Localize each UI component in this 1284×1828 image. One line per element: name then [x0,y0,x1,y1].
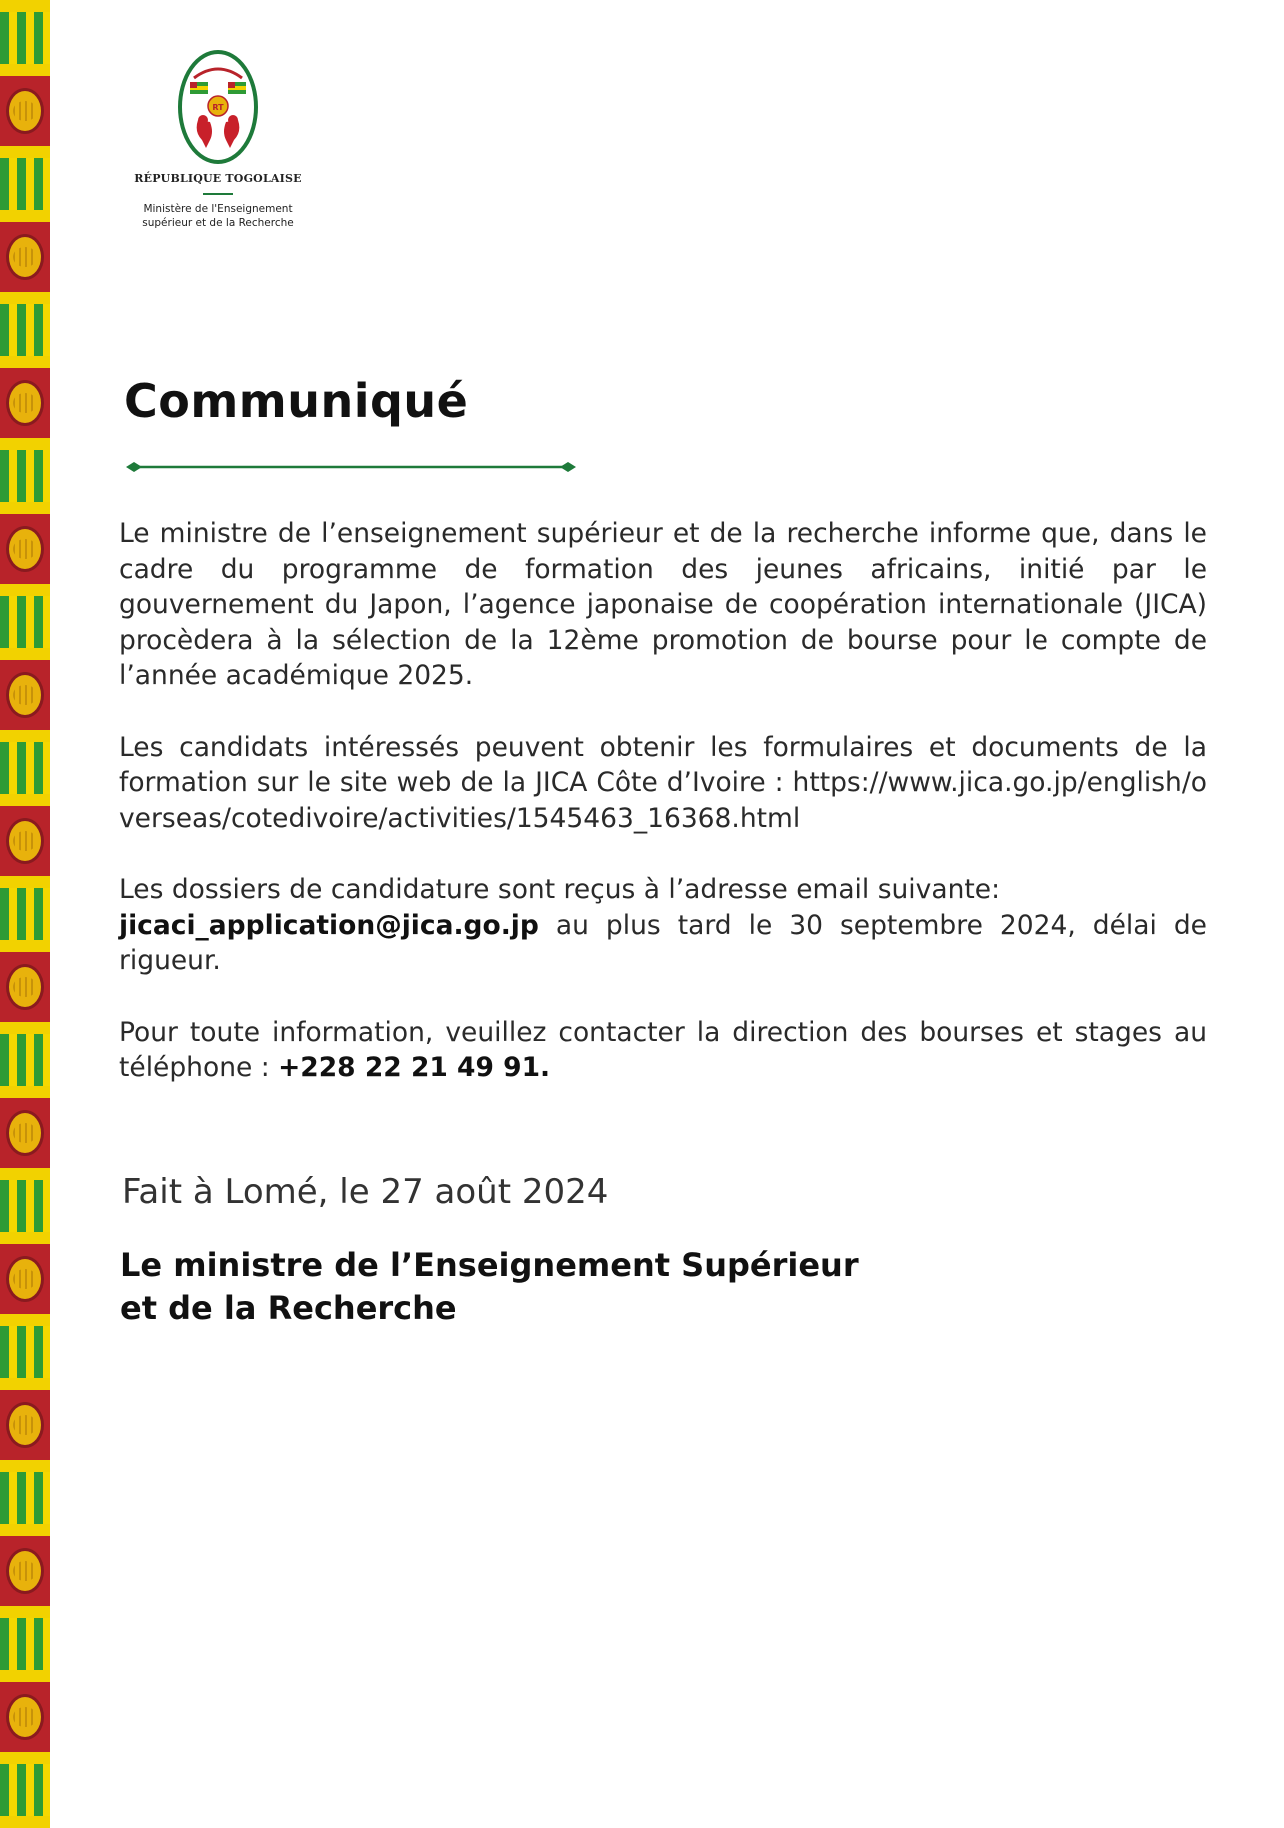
border-stripe [0,1752,50,1828]
border-medallion [0,1098,50,1168]
ministry-line-2: supérieur et de la Recherche [142,217,294,229]
border-medallion [0,368,50,438]
border-stripe [0,1022,50,1098]
paragraph-contact [119,1015,1207,1086]
border-stripe [0,1314,50,1390]
contact-phone: +228 22 21 49 91. [278,1052,551,1083]
paragraph-forms [119,730,1207,837]
communique-body [119,516,1207,1122]
title-divider [126,460,576,474]
border-stripe [0,1168,50,1244]
border-medallion [0,806,50,876]
application-intro: Les dossiers de candidature sont reçus à l’adresse email suivante: [119,874,1001,905]
application-email-link[interactable]: jicaci_application@jica.go.jp [119,909,539,941]
paragraph-application [119,872,1207,979]
letterhead-divider [203,193,233,195]
border-medallion [0,76,50,146]
signatory-line-1: Le ministre de l’Enseignement Supérieur [120,1246,859,1284]
border-stripe [0,584,50,660]
page-title: Communiqué [124,374,469,428]
jica-url-link[interactable]: https://www.jica.go.jp/english/overseas/cotedivoire/activities/1545463_16368.html [119,767,1207,834]
border-stripe [0,292,50,368]
forms-intro: Les candidats intéressés peuvent obtenir les formulaires et documents de la formation sur le site web de la JICA Côte d’Ivoire : [119,731,1207,798]
border-medallion [0,1244,50,1314]
border-stripe [0,1606,50,1682]
seal-monogram: RT [212,103,224,112]
signatory [120,1244,859,1330]
border-medallion [0,1390,50,1460]
border-medallion [0,660,50,730]
border-stripe [0,438,50,514]
border-stripe [0,876,50,952]
decorative-border [0,0,50,1790]
border-stripe [0,0,50,76]
border-medallion [0,1682,50,1752]
ministry-line-1: Ministère de l'Enseignement [143,203,293,215]
date-line: Fait à Lomé, le 27 août 2024 [122,1172,609,1212]
coat-of-arms-icon [176,48,260,166]
border-medallion [0,952,50,1022]
border-medallion [0,514,50,584]
republic-name: RÉPUBLIQUE TOGOLAISE [134,172,302,185]
border-stripe [0,730,50,806]
signatory-line-2: et de la Recherche [120,1289,457,1327]
contact-intro: Pour toute information, veuillez contacter la direction des bourses et stages au téléphone : [119,1016,1207,1083]
paragraph-announcement: Le ministre de l’enseignement supérieur et de la recherche informe que, dans le cadre du programme de formation des jeunes africains, initié par le gouvernement du Japon, l’agence japonaise de coopération internationale (JICA) procèdera à la sélection de la 12ème promotion de bourse pour le compte de l’année académique 2025. [119,518,1207,691]
application-deadline: au plus tard le 30 septembre 2024, délai de rigueur. [119,909,1207,976]
border-medallion [0,1536,50,1606]
letterhead [118,48,318,273]
border-stripe [0,1460,50,1536]
border-stripe [0,146,50,222]
ministry-name [118,202,318,230]
border-medallion [0,222,50,292]
